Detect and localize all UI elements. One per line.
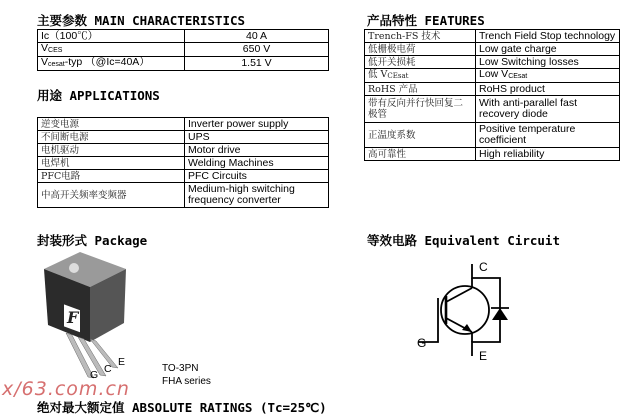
param-cell bbox=[38, 57, 185, 71]
table-row bbox=[365, 43, 620, 56]
table-row bbox=[38, 131, 329, 144]
table-row bbox=[38, 43, 329, 57]
param-text: Ic（100℃） bbox=[41, 29, 99, 42]
feature-en: Low Switching losses bbox=[476, 56, 620, 69]
feature-cn: RoHS 产品 bbox=[365, 83, 476, 96]
pin-label-c: C bbox=[104, 363, 112, 375]
feature-cn: Trench-FS 技术 bbox=[365, 30, 476, 43]
package-name: TO-3PN bbox=[162, 363, 199, 374]
feature-cn-sub: CEsat bbox=[387, 72, 409, 80]
feature-cn-text: 低 V bbox=[368, 69, 388, 80]
table-row bbox=[38, 144, 329, 157]
application-en: UPS bbox=[185, 131, 329, 144]
param-subscript: cesat bbox=[48, 61, 65, 68]
pin-label-g: G bbox=[90, 369, 99, 381]
feature-cn bbox=[365, 69, 476, 83]
table-row bbox=[38, 30, 329, 43]
feature-cn: 低栅极电荷 bbox=[365, 43, 476, 56]
features-table bbox=[364, 29, 620, 161]
feature-en-text: Low V bbox=[479, 68, 509, 80]
applications-table bbox=[37, 117, 329, 208]
package-title: 封装形式 Package bbox=[37, 233, 148, 248]
feature-en: Low gate charge bbox=[476, 43, 620, 56]
param-text: V bbox=[41, 56, 49, 68]
table-row bbox=[365, 56, 620, 69]
feature-en: RoHS product bbox=[476, 83, 620, 96]
feature-en: Positive temperature coefficient bbox=[476, 123, 620, 148]
igbt-circuit-symbol bbox=[410, 258, 520, 368]
application-en: Motor drive bbox=[185, 144, 329, 157]
collector-diag bbox=[446, 288, 472, 302]
package-series: FHA series bbox=[162, 376, 211, 387]
application-cn: 逆变电源 bbox=[38, 118, 185, 131]
application-cn: 不间断电源 bbox=[38, 131, 185, 144]
table-row bbox=[365, 96, 620, 123]
param-cell bbox=[38, 43, 185, 57]
circuit-label-c: C bbox=[479, 260, 488, 274]
feature-en-sub: CEsat bbox=[508, 73, 528, 80]
table-row bbox=[38, 170, 329, 183]
application-en: Inverter power supply bbox=[185, 118, 329, 131]
feature-cn: 高可靠性 bbox=[365, 148, 476, 161]
watermark: x/63.com.cn bbox=[2, 378, 130, 400]
feature-cn: 低开关损耗 bbox=[365, 56, 476, 69]
param-text-suffix: -typ （@Ic=40A） bbox=[64, 56, 150, 68]
diode-triangle bbox=[492, 308, 508, 320]
mounting-hole bbox=[69, 263, 79, 273]
feature-en: Trench Field Stop technology bbox=[476, 30, 620, 43]
table-row bbox=[365, 30, 620, 43]
applications-title: 用途 APPLICATIONS bbox=[37, 88, 160, 103]
application-en: PFC Circuits bbox=[185, 170, 329, 183]
logo-letter: F bbox=[67, 308, 79, 327]
application-cn: 电焊机 bbox=[38, 157, 185, 170]
table-row bbox=[38, 57, 329, 71]
circuit-label-g: G bbox=[417, 336, 427, 350]
feature-en: With anti-parallel fast recovery diode bbox=[476, 96, 620, 123]
circuit-title: 等效电路 Equivalent Circuit bbox=[367, 233, 560, 248]
application-cn: 中高开关频率变频器 bbox=[38, 183, 185, 208]
value-cell: 650 V bbox=[185, 43, 329, 57]
table-row bbox=[365, 83, 620, 96]
circuit-label-e: E bbox=[479, 349, 488, 363]
table-row bbox=[38, 118, 329, 131]
table-row bbox=[38, 157, 329, 170]
feature-en bbox=[476, 69, 620, 83]
application-cn: 电机驱动 bbox=[38, 144, 185, 157]
table-row bbox=[365, 69, 620, 83]
value-cell: 40 A bbox=[185, 30, 329, 43]
table-row bbox=[365, 148, 620, 161]
feature-en: High reliability bbox=[476, 148, 620, 161]
param-subscript: CES bbox=[48, 47, 63, 54]
pin-label-e: E bbox=[118, 356, 126, 368]
application-en: Welding Machines bbox=[185, 157, 329, 170]
value-cell: 1.51 V bbox=[185, 57, 329, 71]
param-text: V bbox=[41, 42, 49, 54]
table-row bbox=[38, 183, 329, 208]
features-title: 产品特性 FEATURES bbox=[367, 13, 485, 28]
param-cell bbox=[38, 30, 185, 43]
feature-cn: 带有反向并行快回复二极管 bbox=[365, 96, 476, 123]
main-characteristics-table bbox=[37, 29, 329, 71]
main-characteristics-title: 主要参数 MAIN CHARACTERISTICS bbox=[37, 13, 246, 28]
table-row bbox=[365, 123, 620, 148]
feature-cn: 正温度系数 bbox=[365, 123, 476, 148]
application-en: Medium-high switching frequency converter bbox=[185, 183, 329, 208]
application-cn: PFC电路 bbox=[38, 170, 185, 183]
absolute-ratings-title: 绝对最大额定值 ABSOLUTE RATINGS (Tc=25℃) bbox=[37, 400, 327, 415]
